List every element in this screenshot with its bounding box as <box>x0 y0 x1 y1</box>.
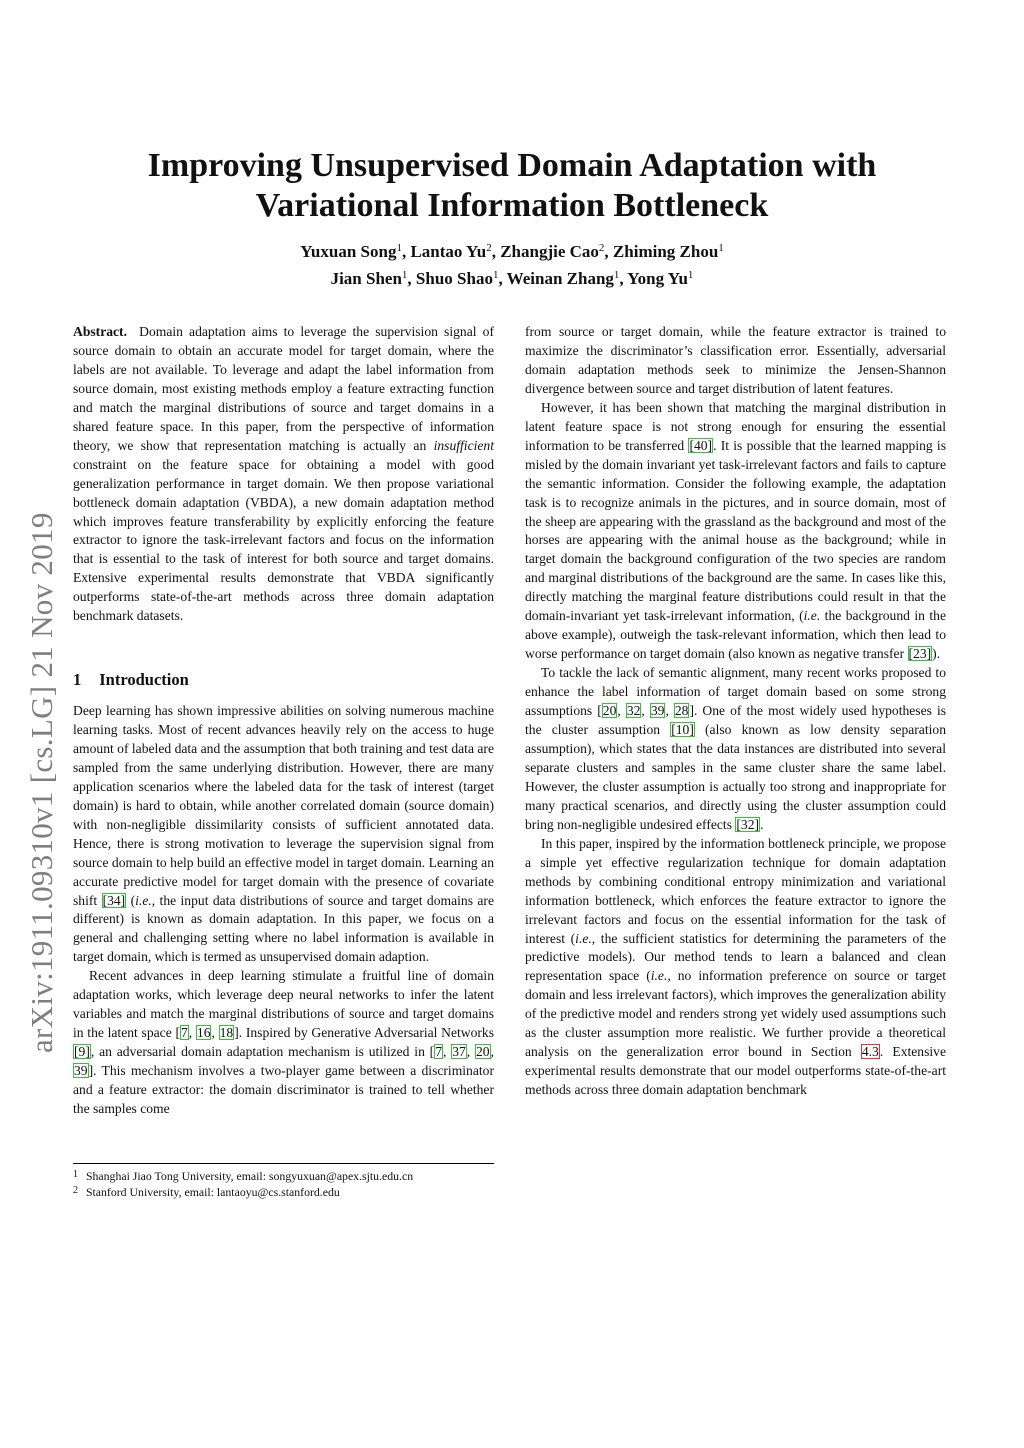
paragraph-text: ]. One of the most widely used hypotheses is the cluster assumption <box>525 703 947 738</box>
paragraph-text: , the sufficient statistics for determining the parameters of the predictive models). Our method tends to learn a balanced and clean representation space ( <box>525 930 947 984</box>
author-name: Shuo Shao <box>415 269 493 288</box>
intro-paragraph: Recent advances in deep learning stimulate a fruitful line of domain adaptation works, which leverage deep neural networks to infer the latent variables and match the marginal distributions of source and target domains in the latent space [7, 16, 18]. Inspired by Generative Adversarial Networks [9], an adversarial domain adaptation mechanism is utilized in [7, 37, 20, 39]. This mechanism involves a two-player game between a discriminator and a feature extractor: the domain discriminator is trained to tell whether the samples come <box>73 968 495 1117</box>
footnote-mark: 1 <box>73 1169 78 1180</box>
body-paragraph: from source or target domain, while the feature extractor is trained to maximize the discriminator’s classification error. Essentially, adversarial domain adaptation methods seek to minimize the Jensen-Shannon divergence between source and target distribution of latent features. <box>525 324 946 396</box>
emphasis-text: i.e. <box>575 930 592 946</box>
paragraph-text: In this paper, inspired by the information bottleneck principle, we propose a simple yet effective regularization technique for domain adaptation methods by combining conditional entropy minimization and variational information bottleneck, which enforces the feature extractor to ignore the irrelevant factors and focus on the essential information for the task of interest ( <box>525 835 946 946</box>
citation-link[interactable]: [32] <box>736 816 760 832</box>
citation-link[interactable]: 39 <box>74 1063 88 1079</box>
footnote <box>73 1167 494 1184</box>
author-name: Jian Shen <box>330 269 402 288</box>
citation-link[interactable]: 20 <box>476 1044 490 1060</box>
abstract-text: constraint on the feature space for obtaining a model with good generalization performance in target domain. We then propose variational bottleneck domain adaptation (VBDA), a new domain adaptation method which improves feature transferability by explicitly enforcing the feature extractor to ignore the task-irrelevant factors and focus on the information that is essential to the task of interest for both source and target domains. Extensive experimental results demonstrate that VBDA significantly outperforms state-of-the-art methods across three domain adaptation benchmark datasets. <box>73 456 494 624</box>
citation-link[interactable]: [9] <box>74 1044 90 1060</box>
paragraph-text: ]. Inspired by Generative Adversarial Networks <box>234 1025 495 1041</box>
intro-paragraph <box>73 702 494 967</box>
author-affiliation: 1 <box>718 242 724 254</box>
citation-link[interactable]: 28 <box>674 703 689 719</box>
author-separator: , <box>619 269 628 288</box>
author-name: Zhiming Zhou <box>612 242 719 261</box>
citation-link[interactable]: 20 <box>602 703 617 719</box>
author-line-1 <box>60 238 964 265</box>
citation-link[interactable]: 18 <box>219 1025 234 1041</box>
abstract <box>73 323 494 626</box>
author-affiliation: 2 <box>598 242 605 254</box>
paragraph-text: ( <box>126 892 136 908</box>
paragraph-text: ]. This mechanism involves a two-player game between a discriminator and a feature extractor: the domain discriminator is trained to tell whether the samples come <box>73 1063 494 1117</box>
footnote-text: Shanghai Jiao Tong University, email: songyuxuan@apex.sjtu.edu.cn <box>85 1169 414 1183</box>
section-heading-introduction <box>73 670 189 690</box>
author-separator: , <box>407 269 416 288</box>
footnote-text: Stanford University, email: lantaoyu@cs.stanford.edu <box>85 1185 340 1199</box>
author-affiliation: 2 <box>486 242 492 254</box>
citation-link[interactable]: 32 <box>626 703 641 719</box>
arxiv-identifier: arXiv:1911.09310v1 [cs.LG] 21 Nov 2019 <box>24 512 59 1053</box>
author-affiliation: 1 <box>613 269 620 281</box>
paragraph-text: , an adversarial domain adaptation mechanism is utilized in [ <box>90 1044 435 1060</box>
body-paragraph: To tackle the lack of semantic alignment, many recent works proposed to enhance the label information of target domain based on some strong assumptions [20, 32, 39, 28]. One of the most widely used hypotheses is the cluster assumption [10] (also known as low density separation assumption), which states that the data instances are distributed into several separate clusters and samples in the same cluster share the same label. However, the cluster assumption is actually too strong and inappropriate for many practical scenarios, and directly using the cluster assumption could bring non-negligible undesired effects [32]. <box>525 665 947 832</box>
paragraph-text: . Extensive experimental results demonstrate that our model outperforms state-of-the-art methods across three domain adaptation benchmark <box>525 1044 947 1098</box>
author-line-2 <box>60 265 964 292</box>
author-affiliation: 1 <box>396 242 402 254</box>
section-title: Introduction <box>99 670 189 689</box>
body-paragraph <box>525 399 946 664</box>
section-link[interactable]: 4.3 <box>861 1044 879 1060</box>
paragraph-text: To tackle the lack of semantic alignment, many recent works proposed to enhance the label information of target domain based on some strong assumptions [ <box>525 665 946 719</box>
emphasis-text: i.e. <box>650 968 668 984</box>
introduction-left-column <box>73 702 494 1119</box>
section-number: 1 <box>73 670 82 689</box>
author-name: Weinan Zhang <box>506 269 614 288</box>
citation-link[interactable]: [10] <box>671 722 694 738</box>
abstract-paragraph <box>73 323 494 626</box>
author-name: Zhangjie Cao <box>500 242 599 261</box>
abstract-label: Abstract. <box>73 324 127 339</box>
title-line-2: Variational Information Bottleneck <box>255 187 769 224</box>
paragraph-text: However, it has been shown that matching the marginal distribution in latent feature space is not strong enough for ensuring the essential information to be transferred <box>525 399 946 453</box>
author-list <box>60 238 964 292</box>
paragraph-text: (also known as low density separation assumption), which states that the data instances are distributed into several separate clusters and samples in the same cluster share the same label. However, the cluster assumption is actually too strong and inappropriate for many practical scenarios, and directly using the cluster assumption could bring non-negligible undesired effects <box>525 722 946 832</box>
citation-link[interactable]: 37 <box>452 1044 466 1060</box>
emphasis-text: i.e. <box>135 892 152 908</box>
citation-link[interactable]: [34] <box>102 892 126 908</box>
paragraph-text: , the input data distributions of source and target domains are different) is known as domain adaptation. In this paper, we focus on a general and challenging setting where no label information is available in target domain, which is termed as unsupervised domain adaption. <box>73 892 494 965</box>
citation-link[interactable]: [23] <box>908 646 932 662</box>
paper-title <box>60 146 964 226</box>
author-name: Yuxuan Song <box>300 242 397 261</box>
paragraph-text: the background in the above example), outweigh the task-relevant information, which then lead to worse performance on target domain (also known as negative transfer <box>525 608 946 662</box>
paragraph-text: Recent advances in deep learning stimulate a fruitful line of domain adaptation works, which leverage deep neural networks to infer the latent variables and match the marginal distributions of source and target domains in the latent space [ <box>73 968 494 1041</box>
citation-link[interactable]: 16 <box>196 1025 211 1041</box>
paragraph-text: . <box>760 816 764 832</box>
paragraph-text: Deep learning has shown impressive abilities on solving numerous machine learning tasks. Most of recent advances heavily rely on the access to huge amount of labeled data and the assumption that both training and test data are sampled from the same underlying distribution. However, there are many application scenarios where the labeled data for the task of interest (target domain) is hard to obtain, while another correlated domain (source domain) with non-negligible dissimilarity consists of sufficient annotated data. Hence, there is strong motivation to leverage the supervision signal from source domain to help build an effective model in target domain. Learning an accurate predictive model for target domain with the presence of covariate shift <box>73 703 494 908</box>
citation-link[interactable]: 39 <box>650 703 665 719</box>
author-name: Yong Yu <box>627 269 688 288</box>
paragraph-text: ). <box>932 646 941 662</box>
abstract-text: Domain adaptation aims to leverage the supervision signal of source domain to obtain an accurate model for target domain, where the labels are not available. To leverage and adapt the label information from source domain, most existing methods employ a feature extracting function and match the marginal distributions of source and target domains in a shared feature space. In this paper, from the perspective of information theory, we show that representation matching is actually an <box>73 324 494 453</box>
citation-link[interactable]: 7 <box>435 1044 442 1060</box>
footnote <box>73 1183 494 1200</box>
emphasis-text: i.e. <box>803 608 821 624</box>
author-affiliation: 1 <box>492 269 499 281</box>
abstract-emphasis: insufficient <box>433 437 494 453</box>
paragraph-text: . It is possible that the learned mapping is misled by the domain invariant yet task-irrelevant factors and fails to capture the semantic information. Consider the following example, the adaptation task is to recognize animals in the pictures, and in source domain, most of the sheep are appearing with the grassland as the background and most of the horses are appearing with the animal house as the background; while in target domain the background configuration of the two species are random and marginal distributions of the background are the same. In cases like this, directly matching the marginal feature distributions could result in that the domain-invariant yet task-irrelevant information, ( <box>525 437 946 624</box>
author-separator: , <box>604 242 613 261</box>
footnote-rule <box>73 1163 494 1164</box>
body-paragraph <box>525 835 946 1100</box>
citation-link[interactable]: 7 <box>180 1025 188 1041</box>
citation-link[interactable]: [40] <box>689 437 713 453</box>
author-separator: , <box>498 269 507 288</box>
author-separator: , <box>401 242 411 261</box>
author-affiliation: 1 <box>687 269 694 281</box>
author-name: Lantao Yu <box>410 242 487 261</box>
author-separator: , <box>491 242 501 261</box>
right-column <box>525 323 946 1100</box>
title-line-1: Improving Unsupervised Domain Adaptation with <box>147 147 877 184</box>
footnote-mark: 2 <box>73 1185 78 1196</box>
paragraph-text: , no information preference on source or target domain and less irrelevant factors), which improves the generalization ability of the predictive model and renders strong yet widely used assumptions such as the cluster assumption more realistic. We further provide a theoretical analysis on the generalization error bound in Section <box>525 968 946 1060</box>
author-affiliation: 1 <box>401 269 408 281</box>
